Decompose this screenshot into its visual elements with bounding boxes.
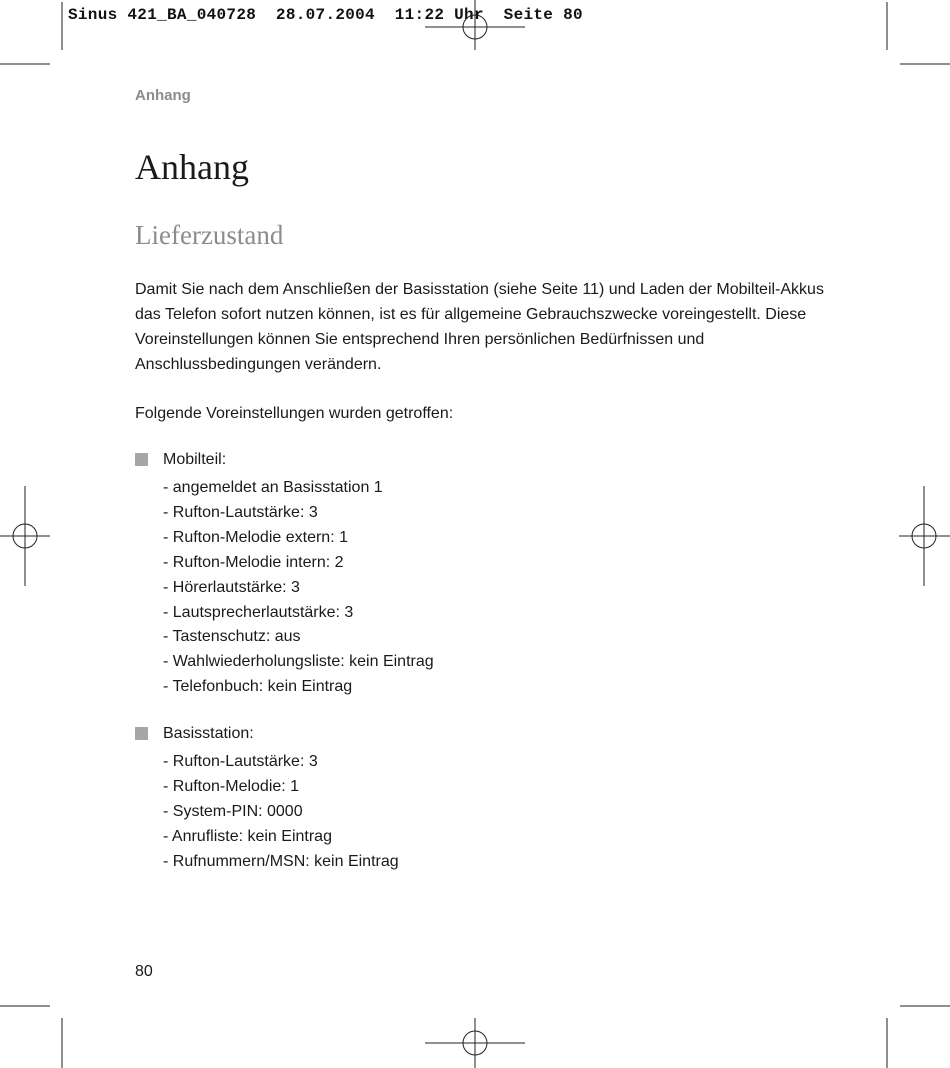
list-item: - Anrufliste: kein Eintrag [163, 827, 332, 845]
list-item: - Lautsprecherlautstärke: 3 [163, 603, 354, 621]
list-item: - Rufton-Lautstärke: 3 [163, 753, 318, 770]
intro-paragraph: Damit Sie nach dem Anschließen der Basisstation (siehe Seite 11) und Laden der Mobilteil-Akkus das Telefon sofort nutzen können, ist es für allgemeine Gebrauchszwecke voreingestellt. Diese Voreinstellungen können Sie entsprechend Ihren persönlichen Bedürfnissen und Anschlussbedingungen verändern. [135, 281, 824, 373]
list-item: - Telefonbuch: kein Eintrag [163, 678, 353, 696]
settings-lead-text: Folgende Voreinstellungen wurden getroffen: [135, 405, 454, 422]
registration-mark-bottom [425, 1018, 525, 1068]
square-bullet-icon [135, 453, 148, 466]
running-head: Anhang [135, 87, 191, 104]
list-item: - Wahlwiederholungsliste: kein Eintrag [163, 653, 434, 671]
list-item: - Tastenschutz: aus [163, 628, 301, 646]
group-heading [135, 447, 434, 472]
list-item: - Hörerlautstärke: 3 [163, 578, 300, 596]
list-item: - System-PIN: 0000 [163, 802, 303, 820]
square-bullet-icon [135, 727, 148, 740]
settings-group-handset [135, 447, 434, 700]
list-item: - Rufton-Lautstärke: 3 [163, 503, 318, 521]
page-title: Anhang [135, 147, 249, 187]
list-item: - Rufton-Melodie extern: 1 [163, 528, 348, 546]
list-item: - angemeldet an Basisstation 1 [163, 479, 383, 496]
group-heading [135, 721, 399, 746]
group-label: Mobilteil: [163, 451, 227, 468]
settings-list [135, 476, 434, 700]
list-item: - Rufnummern/MSN: kein Eintrag [163, 852, 399, 870]
settings-group-base-station [135, 721, 399, 875]
list-item: - Rufton-Melodie intern: 2 [163, 553, 344, 571]
registration-mark-left [0, 486, 50, 586]
section-title: Lieferzustand [135, 220, 284, 250]
settings-list [135, 750, 399, 875]
list-item: - Rufton-Melodie: 1 [163, 777, 300, 795]
page-number: 80 [135, 963, 153, 980]
print-slug-line: Sinus 421_BA_040728 28.07.2004 11:22 Uhr Seite 80 [68, 6, 583, 24]
group-label: Basisstation: [163, 725, 254, 742]
registration-mark-right [899, 486, 950, 586]
